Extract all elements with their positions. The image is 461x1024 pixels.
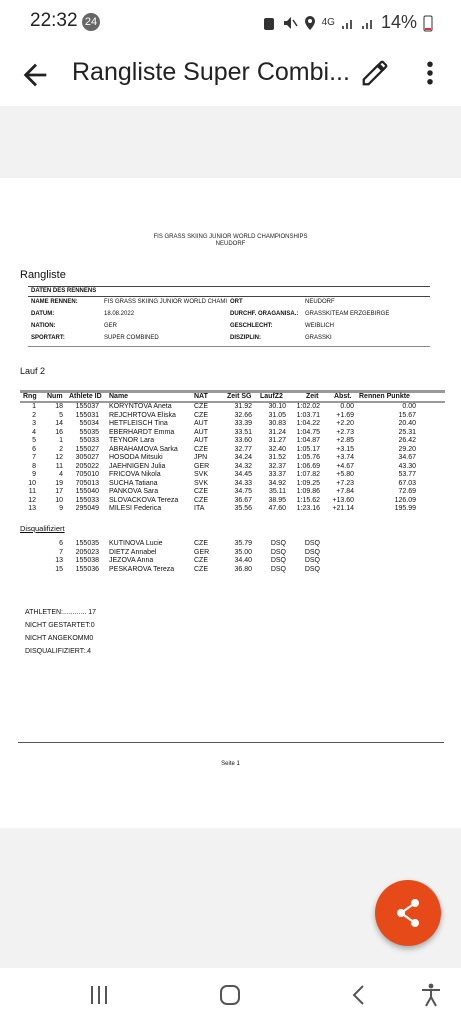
mute-icon — [282, 15, 298, 31]
col-abst: Abst. — [334, 393, 352, 400]
battery-percent: 14% — [380, 12, 417, 32]
dsq-heading: Disqualifiziert — [20, 524, 65, 533]
table-cell: GER — [194, 462, 210, 470]
table-cell: 33.60 — [234, 437, 252, 444]
table-cell: 5 — [32, 437, 36, 444]
table-cell: 1:04.87 — [296, 437, 320, 444]
col-name: Name — [109, 393, 129, 400]
table-cell: 1:05.76 — [296, 454, 320, 461]
table-cell: 155033 — [75, 496, 99, 504]
table-cell: 55033 — [79, 437, 99, 444]
table-cell: 1:09.86 — [296, 488, 320, 495]
table-cell: 34.92 — [268, 479, 286, 487]
summary-nicht-angekommen: NICHT ANGEKOMM0 — [25, 635, 94, 642]
table-cell: PESKAROVA Tereza — [109, 565, 175, 573]
daten-header: DATEN DES RENNENS — [31, 288, 97, 294]
recents-icon[interactable] — [88, 984, 110, 1006]
table-cell: 7 — [59, 548, 63, 556]
datum-label: DATUM: — [31, 311, 55, 317]
table-row — [20, 412, 445, 421]
table-cell: +21.14 — [332, 505, 354, 512]
share-button[interactable] — [375, 880, 441, 946]
table-cell: +7.84 — [336, 488, 354, 495]
table-cell: 1:05.17 — [296, 445, 320, 453]
summary-disqualifiziert: DISQUALIFIZIERT:.4 — [25, 648, 91, 655]
table-cell: 705010 — [75, 471, 99, 478]
table-cell: 12 — [28, 496, 36, 504]
table-cell: 6 — [32, 445, 36, 453]
table-cell: 8 — [32, 462, 36, 470]
page-divider — [18, 742, 444, 743]
table-cell: 36.67 — [234, 496, 252, 504]
table-cell: PANKOVA Sara — [109, 488, 159, 495]
table-cell: 155027 — [75, 445, 99, 453]
col-rng: Rng — [23, 393, 37, 400]
table-cell: DSQ — [270, 565, 286, 573]
table-cell: +5.80 — [336, 471, 354, 478]
table-cell: 34.32 — [234, 462, 252, 470]
table-cell: 13 — [55, 557, 63, 564]
sportart-value: SUPER COMBINED — [104, 335, 159, 341]
table-cell: 29.20 — [398, 445, 416, 453]
table-cell: CZE — [194, 496, 208, 504]
summary-block — [25, 606, 96, 658]
table-cell: 55034 — [79, 420, 99, 427]
table-cell: 34.40 — [234, 557, 252, 564]
table-cell: 1:04.22 — [296, 420, 320, 427]
summary-athleten: ATHLETEN:............ 17 — [25, 609, 97, 616]
table-cell: HOSODA Mitsuki — [109, 454, 163, 461]
table-cell: JPN — [194, 454, 208, 461]
table-cell: 13 — [28, 505, 36, 512]
table-cell: 1:02.02 — [296, 403, 320, 410]
table-cell: ITA — [194, 505, 205, 512]
table-row — [20, 471, 445, 480]
table-row — [20, 505, 445, 514]
table-cell: AUT — [194, 437, 208, 444]
table-cell: 30.10 — [268, 403, 286, 410]
table-cell: KORYNTOVA Aneta — [109, 403, 172, 410]
table-row — [20, 446, 445, 455]
table-cell: CZE — [194, 488, 208, 495]
notification-count-badge: 24 — [82, 13, 100, 31]
table-cell: HETFLEISCH Tina — [109, 420, 168, 427]
table-cell: DSQ — [270, 540, 286, 547]
table-cell: 126.09 — [394, 496, 416, 504]
table-cell: 47.60 — [268, 505, 286, 512]
table-cell: DSQ — [304, 548, 320, 556]
ort-label: ORT — [230, 299, 243, 305]
nation-value: GER — [104, 323, 118, 329]
table-cell: AUT — [194, 420, 208, 427]
table-cell: 38.95 — [268, 496, 286, 504]
table-cell: CZE — [194, 565, 208, 573]
table-cell: 53.77 — [398, 471, 416, 478]
disziplin-label: DISZIPLIN: — [230, 335, 261, 341]
table-cell: 295049 — [75, 505, 99, 512]
home-icon[interactable] — [219, 984, 241, 1006]
table-cell: 1:07.82 — [296, 471, 320, 478]
more-vert-icon[interactable] — [420, 58, 440, 88]
durch-label: DURCHF. ORAGANISA.: — [230, 311, 299, 317]
table-cell: +2.85 — [336, 437, 354, 444]
dsq-table-body — [20, 540, 445, 574]
table-cell: 32.37 — [268, 462, 286, 470]
name-label: NAME RENNEN: — [31, 299, 78, 305]
table-cell: 20.40 — [398, 420, 416, 427]
col-zeit: Zeit — [306, 393, 319, 400]
dsq-row — [20, 540, 445, 549]
col-num: Num — [47, 393, 63, 400]
system-nav-bar — [0, 968, 461, 1024]
location-icon — [304, 15, 316, 31]
table-cell: 4 — [59, 471, 63, 478]
table-cell: 31.05 — [268, 411, 286, 419]
table-cell: 36.80 — [234, 565, 252, 573]
table-cell: 18 — [55, 403, 63, 410]
table-cell: SVK — [194, 471, 209, 478]
table-cell: 35.56 — [234, 505, 252, 512]
table-cell: +4.67 — [336, 462, 354, 470]
arrow-back-icon[interactable] — [18, 58, 52, 92]
table-cell: +7.23 — [336, 479, 354, 487]
table-cell: 705013 — [75, 479, 99, 487]
screenshot-icon — [262, 15, 276, 31]
table-cell: GER — [194, 548, 210, 556]
geschlecht-value: WEIBLICH — [305, 323, 335, 329]
table-cell: 1:06.69 — [296, 462, 320, 470]
table-cell: ABRAHAMOVA Sarka — [109, 445, 178, 453]
table-cell: 1:03.71 — [296, 411, 320, 419]
table-cell: 55035 — [79, 428, 99, 436]
table-cell: 155037 — [75, 403, 99, 410]
table-cell: 15 — [55, 565, 63, 573]
table-cell: 17 — [55, 488, 63, 495]
table-cell: 155031 — [75, 411, 99, 419]
col-nat: NAT — [194, 393, 208, 400]
table-cell: DSQ — [304, 557, 320, 564]
table-cell: 67.03 — [398, 479, 416, 487]
page-title: Rangliste Super Combi... — [72, 58, 350, 86]
table-cell: 7 — [32, 454, 36, 461]
signal-icon — [341, 16, 355, 30]
table-cell: +1.69 — [336, 411, 354, 419]
table-cell: MILESI Federica — [109, 505, 162, 512]
dsq-row — [20, 549, 445, 558]
table-cell: 205023 — [75, 548, 99, 556]
table-cell: 32.66 — [234, 411, 252, 419]
table-cell: 2 — [59, 445, 63, 453]
table-cell: 155038 — [75, 557, 99, 564]
page-number: Seite 1 — [221, 761, 240, 767]
table-cell: FRICOVA Nikola — [109, 471, 161, 478]
table-cell: 35.11 — [269, 488, 286, 495]
event-place: NEUDORF — [215, 241, 246, 247]
table-cell: 0.00 — [402, 403, 416, 410]
summary-nicht-gestartet: NICHT GESTARTET:0 — [25, 622, 95, 629]
table-cell: 9 — [32, 471, 36, 478]
table-cell: +2.20 — [336, 420, 354, 427]
table-cell: 1 — [59, 437, 63, 444]
table-cell: 34.67 — [398, 454, 416, 461]
table-cell: 35.00 — [234, 548, 252, 556]
table-cell: SVK — [194, 479, 209, 487]
table-cell: TEYNOR Lara — [109, 437, 155, 444]
table-cell: CZE — [194, 411, 208, 419]
table-cell: 6 — [59, 540, 63, 547]
rangliste-heading: Rangliste — [20, 269, 66, 281]
pencil-icon[interactable] — [360, 58, 390, 88]
status-time: 22:32 — [30, 10, 78, 31]
table-cell: CZE — [194, 445, 208, 453]
table-row — [20, 429, 445, 438]
table-cell: +3.15 — [336, 445, 354, 453]
table-cell: 9 — [59, 505, 63, 512]
disziplin-value: GRASSKI — [305, 335, 332, 341]
app-bar — [0, 46, 461, 104]
col-zeit-sg: Zeit SG — [227, 393, 252, 400]
table-cell: 31.27 — [268, 437, 286, 444]
table-row — [20, 403, 445, 412]
table-row — [20, 420, 445, 429]
table-cell: DSQ — [304, 540, 320, 547]
table-cell: 31.52 — [268, 454, 286, 461]
table-cell: 30.83 — [268, 420, 286, 427]
table-cell: 305027 — [75, 454, 99, 461]
col-laufz2: LaufZ2 — [260, 393, 283, 400]
table-cell: 72.69 — [398, 488, 416, 495]
col-rennen-punkte: Rennen Punkte — [359, 393, 410, 400]
table-cell: 33.51 — [234, 428, 252, 436]
sportart-label: SPORTART: — [31, 335, 65, 341]
table-cell: 43.30 — [398, 462, 416, 470]
table-cell: 5 — [59, 411, 63, 419]
table-cell: 12 — [55, 454, 63, 461]
table-cell: EBERHARDT Emma — [109, 428, 175, 436]
table-cell: CZE — [194, 557, 208, 564]
document-margin-top — [0, 106, 461, 178]
nation-label: NATION: — [31, 323, 56, 329]
table-cell: 19 — [55, 479, 63, 487]
lauf-heading: Lauf 2 — [20, 366, 46, 376]
table-cell: JAEHNIGEN Julia — [109, 462, 166, 470]
nav-back-icon[interactable] — [349, 984, 369, 1006]
share-icon — [375, 880, 441, 946]
col-athlete-id: Athlete ID — [69, 393, 102, 400]
network-type: 4G — [321, 17, 335, 28]
table-cell: REJCHRTOVA Eliska — [109, 411, 176, 419]
table-cell: 2 — [32, 411, 36, 419]
table-cell: 31.24 — [268, 428, 286, 436]
table-cell: 11 — [28, 488, 36, 495]
table-cell: SUCHA Tatiana — [109, 479, 158, 487]
results-table-body — [20, 403, 445, 514]
table-cell: KUTINOVA Lucie — [109, 540, 163, 547]
geschlecht-label: GESCHLECHT: — [230, 323, 273, 329]
table-cell: 32.40 — [268, 445, 286, 453]
table-cell: 3 — [32, 420, 36, 427]
results-table-header — [20, 393, 445, 401]
table-cell: 16 — [55, 428, 63, 436]
table-cell: 1:23.16 — [296, 505, 320, 512]
event-title: FIS GRASS SKIING JUNIOR WORLD CHAMPIONSHIPS — [153, 234, 308, 240]
table-cell: 11 — [55, 462, 63, 470]
table-cell: 10 — [28, 479, 36, 487]
table-row — [20, 437, 445, 446]
table-cell: 155035 — [75, 540, 99, 547]
table-cell: +13.60 — [332, 496, 354, 504]
document-page[interactable] — [0, 178, 461, 828]
table-cell: 34.24 — [234, 454, 252, 461]
table-row — [20, 454, 445, 463]
table-cell: 25.31 — [398, 428, 416, 436]
name-value: FIS GRASS SKIING JUNIOR WORLD CHAMI — [104, 299, 228, 305]
ort-value: NEUDORF — [305, 299, 335, 305]
status-icons — [262, 12, 433, 33]
table-cell: 155036 — [75, 565, 99, 573]
table-row — [20, 463, 445, 472]
table-cell: 10 — [55, 496, 63, 504]
table-cell: 1:04.75 — [296, 428, 320, 436]
table-cell: 31.92 — [234, 403, 252, 410]
table-cell: 33.39 — [234, 420, 252, 427]
table-cell: 155040 — [75, 488, 99, 495]
table-cell: 15.67 — [398, 411, 416, 419]
dsq-row — [20, 566, 445, 575]
battery-icon — [423, 14, 433, 32]
table-cell: 205022 — [75, 462, 99, 470]
table-row — [20, 497, 445, 506]
table-cell: AUT — [194, 428, 208, 436]
table-cell: DIETZ Annabel — [109, 548, 157, 556]
durch-value: GRASSKITEAM ERZGEBIRGE — [305, 311, 390, 317]
signal2-icon — [361, 16, 375, 30]
table-cell: 4 — [32, 428, 36, 436]
datum-value: 18.08.2022 — [104, 311, 135, 317]
table-cell: SLOVACKOVA Tereza — [109, 496, 179, 504]
table-row — [20, 488, 445, 497]
table-cell: DSQ — [270, 557, 286, 564]
table-cell: CZE — [194, 403, 208, 410]
table-cell: CZE — [194, 540, 208, 547]
table-cell: DSQ — [304, 565, 320, 573]
table-cell: 34.75 — [234, 488, 252, 495]
table-cell: 35.79 — [234, 540, 252, 547]
table-cell: +2.73 — [336, 428, 354, 436]
dsq-row — [20, 557, 445, 566]
table-cell: 26.42 — [398, 437, 416, 444]
table-cell: 1 — [32, 403, 36, 410]
table-cell: 14 — [55, 420, 63, 427]
table-cell: 1:09.25 — [296, 479, 320, 487]
table-cell: 34.33 — [234, 479, 252, 487]
table-cell: +3.74 — [336, 454, 354, 461]
table-cell: 33.37 — [268, 471, 286, 478]
table-row — [20, 480, 445, 489]
table-cell: 1:15.62 — [296, 496, 320, 504]
table-cell: DSQ — [270, 548, 286, 556]
table-cell: JEZOVA Anna — [109, 557, 154, 564]
table-cell: 0.00 — [340, 403, 354, 410]
table-cell: 195.99 — [394, 505, 416, 512]
accessibility-icon[interactable] — [419, 982, 443, 1008]
table-cell: 34.45 — [234, 471, 252, 478]
table-cell: 32.77 — [234, 445, 252, 453]
status-bar — [0, 0, 461, 46]
